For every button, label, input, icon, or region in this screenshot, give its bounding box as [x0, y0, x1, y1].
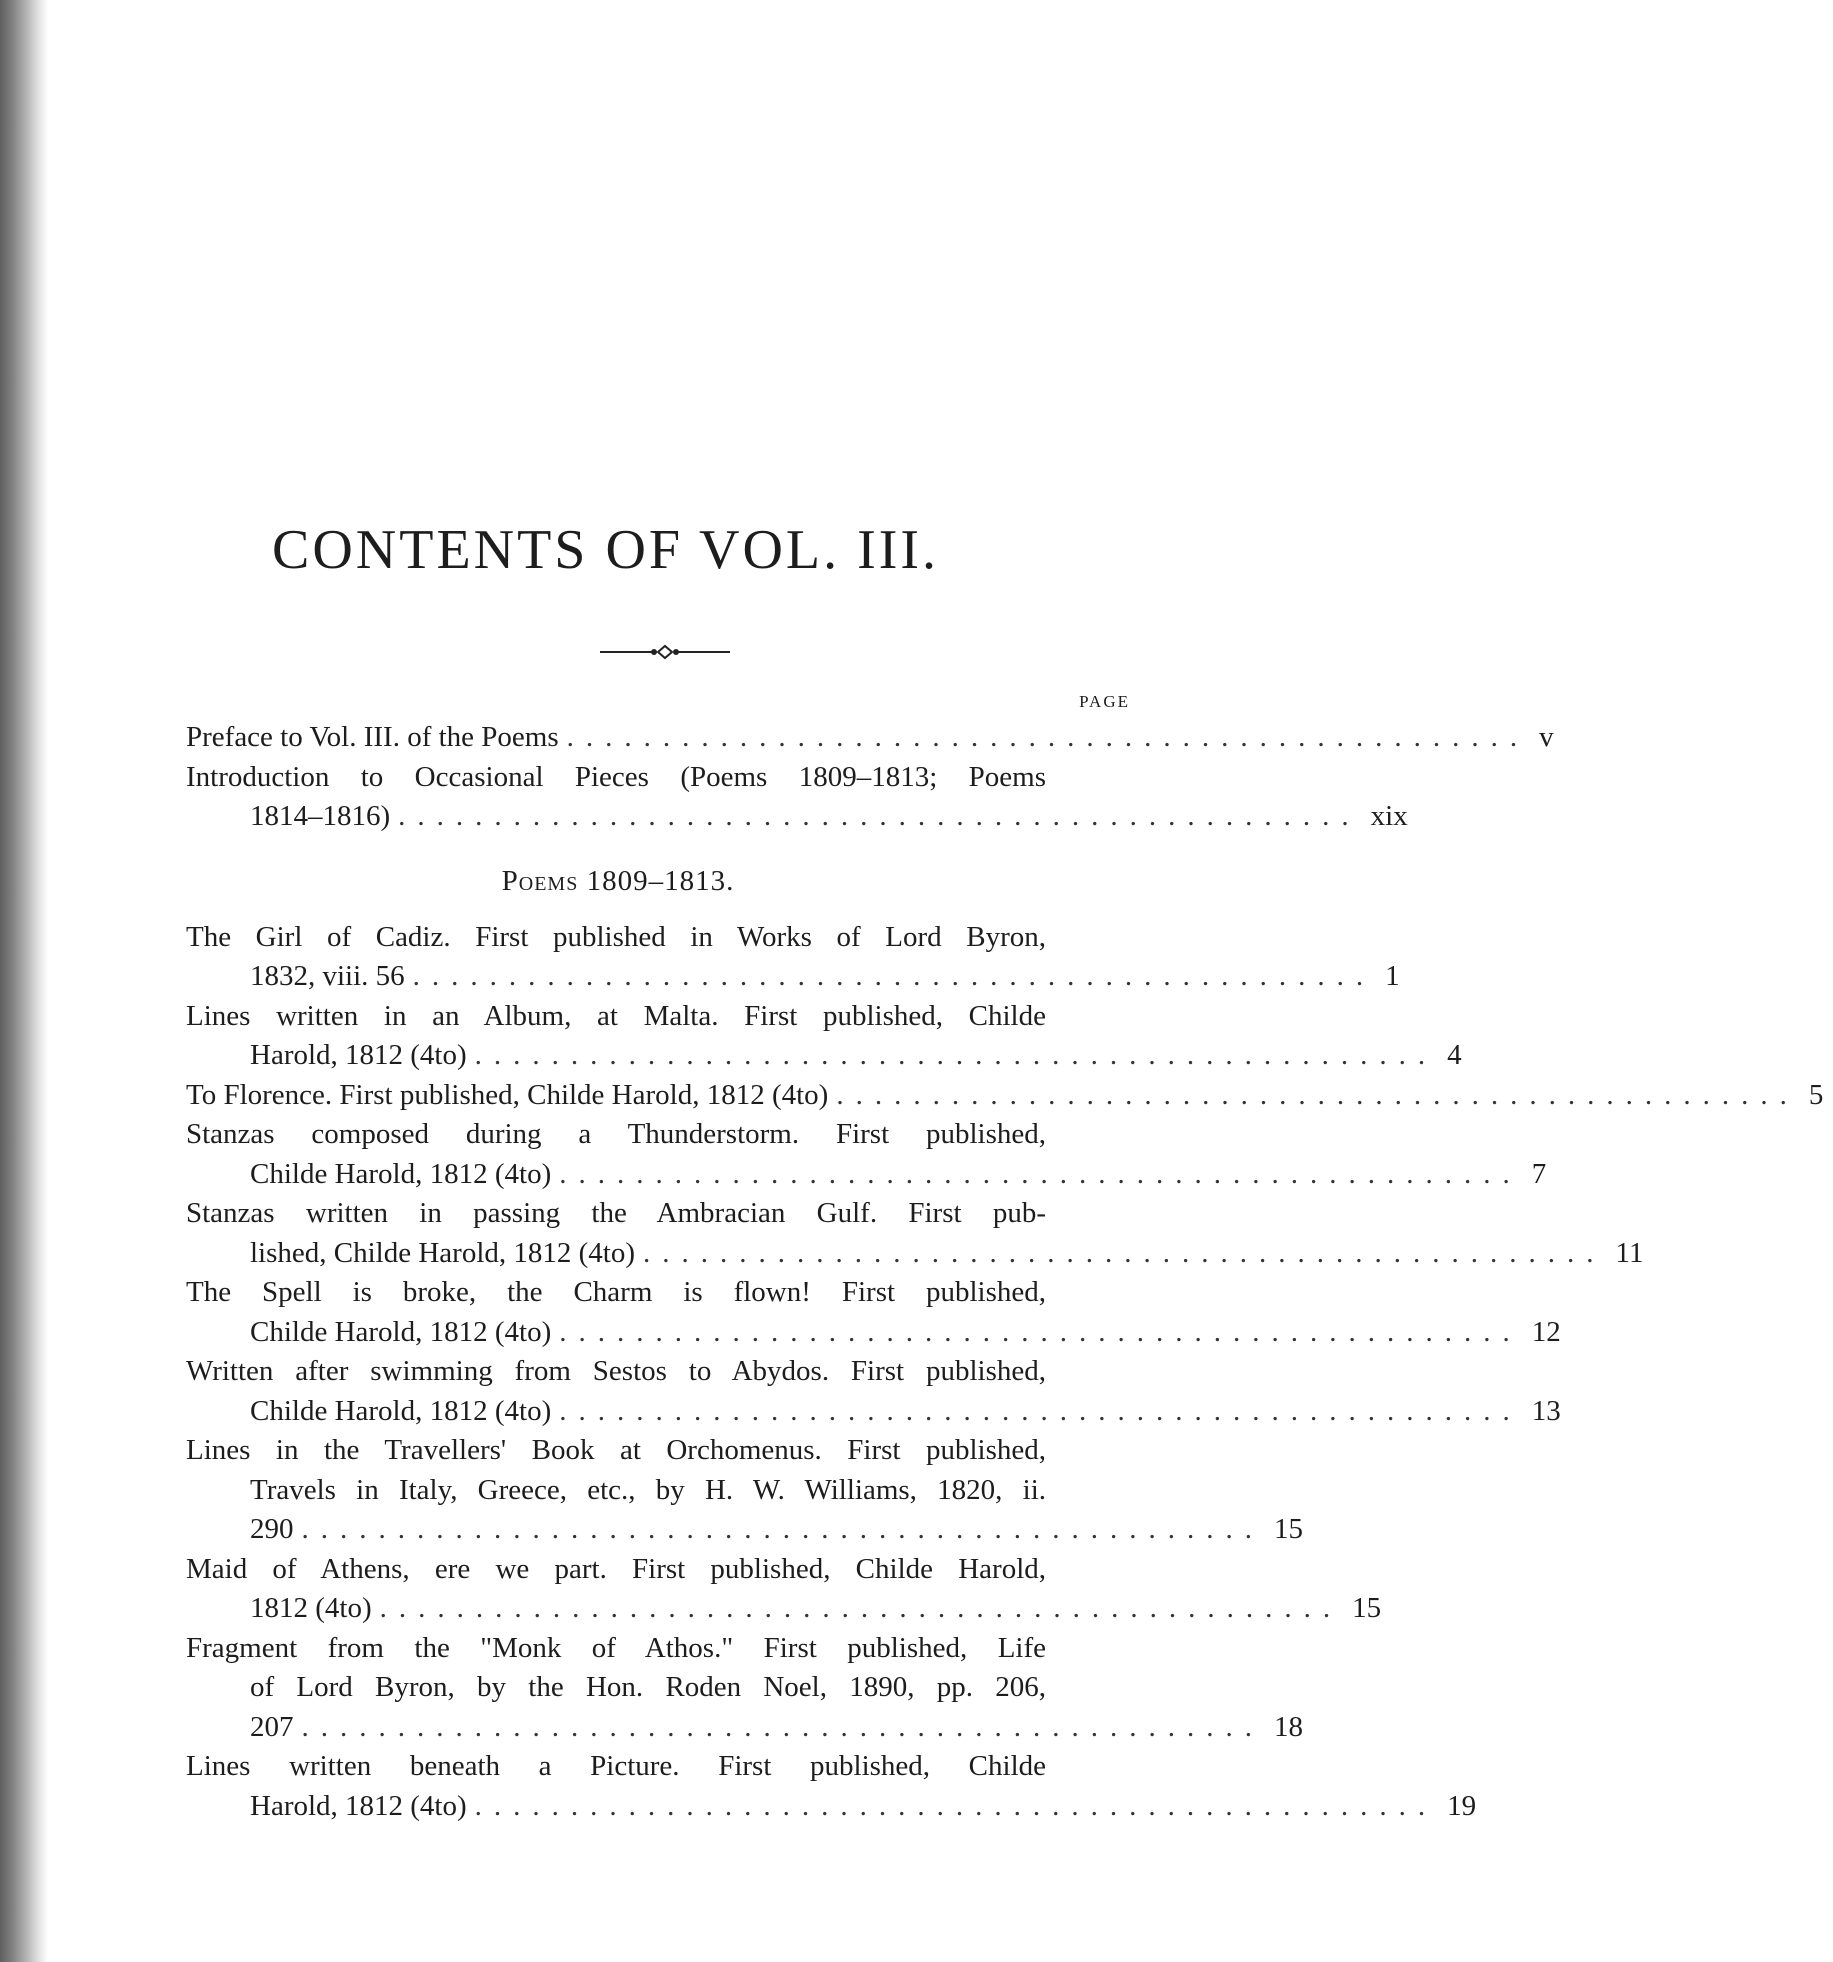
dot-leader: .................................................. [301, 1710, 1264, 1743]
book-binding-edge [0, 0, 48, 1962]
toc-entry[interactable] [186, 1076, 1824, 1116]
toc-entry[interactable] [186, 1194, 1644, 1273]
toc-entry[interactable] [186, 997, 1462, 1076]
dot-leader: .................................................. [379, 1592, 1343, 1624]
entry-title: The Spell is broke, the Charm is flown! First published, [186, 1276, 1046, 1308]
entry-title: Written after swimming from Sestos to Abydos. First published, [186, 1355, 1046, 1387]
toc-entry[interactable] [186, 1273, 1561, 1352]
page-number: 15 [1274, 1513, 1303, 1545]
dot-leader: .................................................. [559, 1394, 1522, 1427]
toc-entry[interactable] [186, 1747, 1477, 1826]
entry-continuation: 1812 (4to) [250, 1592, 372, 1624]
toc-entry[interactable] [186, 1431, 1303, 1550]
entry-title-line2: Travels in Italy, Greece, etc., by H. W. Williams, 1820, ii. [250, 1473, 1046, 1506]
toc-entry[interactable] [186, 1352, 1561, 1431]
entry-title: Lines written in an Album, at Malta. First published, Childe [186, 999, 1046, 1032]
entry-title: Stanzas written in passing the Ambracian Gulf. First pub- [186, 1197, 1046, 1229]
ornament-divider [600, 640, 730, 664]
dot-leader: .................................................. [398, 800, 1361, 832]
page-number: 15 [1352, 1592, 1382, 1624]
toc-entry-preface[interactable] [186, 718, 1554, 758]
entry-continuation: Childe Harold, 1812 (4to) [250, 1315, 552, 1348]
page-number: 13 [1531, 1394, 1561, 1427]
page-number: 11 [1615, 1236, 1644, 1269]
entry-continuation: Childe Harold, 1812 (4to) [250, 1394, 552, 1427]
entry-continuation: 290 [250, 1513, 294, 1545]
dot-leader: .................................................. [301, 1513, 1264, 1545]
section-heading: Poems 1809–1813. [501, 864, 735, 897]
entry-title: Stanzas composed during a Thunderstorm. First published, [186, 1118, 1046, 1150]
dot-leader: .................................................. [559, 1157, 1522, 1190]
entry-title: The Girl of Cadiz. First published in Works of Lord Byron, [186, 920, 1046, 953]
entry-title: Maid of Athens, ere we part. First published, Childe Harold, [186, 1552, 1046, 1585]
page-number: xix [1370, 800, 1408, 832]
page-title: CONTENTS OF VOL. III. [272, 519, 940, 581]
page-number: 12 [1531, 1315, 1561, 1348]
entry-title: To Florence. First published, Childe Harold, 1812 (4to) [186, 1078, 829, 1111]
dot-leader: .................................................. [474, 1789, 1438, 1822]
page-number: 1 [1385, 960, 1400, 992]
dot-leader: .................................................. [412, 960, 1376, 992]
table-of-contents [186, 718, 1824, 1826]
page-number: 7 [1531, 1157, 1547, 1190]
page-number: v [1539, 721, 1554, 753]
entry-title: Lines written beneath a Picture. First published, Childe [186, 1750, 1046, 1782]
entry-continuation: Harold, 1812 (4to) [250, 1789, 467, 1822]
page-number: 4 [1447, 1039, 1462, 1071]
entry-continuation: Harold, 1812 (4to) [250, 1039, 467, 1071]
toc-entry-introduction[interactable] [186, 758, 1408, 837]
page-column-label: PAGE [1079, 692, 1130, 711]
entry-title: Fragment from the "Monk of Athos." First published, Life [186, 1631, 1046, 1664]
toc-entry[interactable] [186, 918, 1400, 997]
dot-leader: .................................................. [559, 1315, 1522, 1348]
entry-continuation: 1832, viii. 56 [250, 960, 405, 992]
entry-title-line2: of Lord Byron, by the Hon. Roden Noel, 1890, pp. 206, [250, 1671, 1046, 1703]
entry-title: Preface to Vol. III. of the Poems [186, 721, 559, 753]
page-number: 19 [1447, 1789, 1477, 1822]
entry-continuation: Childe Harold, 1812 (4to) [250, 1157, 552, 1190]
dot-leader: .................................................. [643, 1236, 1606, 1269]
toc-entry[interactable] [186, 1115, 1547, 1194]
entry-title: Introduction to Occasional Pieces (Poems 1809–1813; Poems [186, 760, 1046, 793]
toc-entry[interactable] [186, 1629, 1303, 1748]
page-number: 5 [1808, 1078, 1824, 1111]
entry-continuation: 1814–1816) [250, 800, 391, 832]
entry-continuation: 207 [250, 1710, 294, 1743]
entry-title: Lines in the Travellers' Book at Orchomenus. First published, [186, 1434, 1046, 1466]
toc-entry[interactable] [186, 1550, 1382, 1629]
dot-leader: .................................................. [836, 1078, 1799, 1111]
dot-leader: .................................................. [474, 1039, 1438, 1071]
entry-continuation: lished, Childe Harold, 1812 (4to) [250, 1236, 636, 1269]
page-number: 18 [1274, 1710, 1303, 1743]
dot-leader: .................................................. [566, 721, 1530, 753]
